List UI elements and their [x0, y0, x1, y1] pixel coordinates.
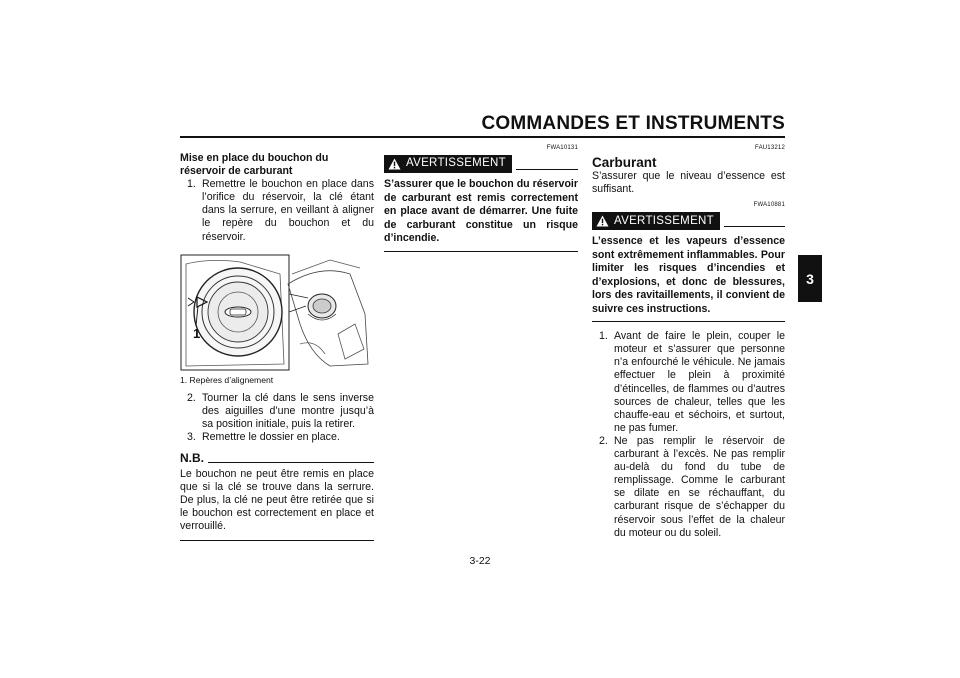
note-block — [180, 452, 374, 540]
note-header — [180, 452, 374, 465]
note-end-rule — [180, 540, 374, 541]
warning-badge — [384, 155, 512, 173]
section-title: Carburant — [592, 155, 657, 170]
warning-end-rule — [592, 321, 785, 322]
step-text: Remettre le dossier en place. — [202, 430, 340, 443]
step-number: 2. — [187, 391, 196, 404]
step-number: 3. — [187, 430, 196, 443]
note-rule — [208, 462, 374, 463]
warning-triangle-icon — [388, 158, 401, 170]
fuel-cap-illustration — [180, 254, 373, 371]
warning-label: AVERTISSEMENT — [406, 157, 506, 170]
step-text: Remettre le bouchon en place dans l’orifice du réservoir, la clé étant dans la serrure, en veillant à aligner le repère du bouchon et du réservoir. — [202, 178, 374, 243]
warning-triangle-icon — [596, 215, 609, 227]
warning-code: FWA10881 — [753, 202, 785, 209]
warning-text: L’essence et les vapeurs d’essence sont extrêmement inflammables. Pour limiter les risques d’incendies et d’explosions, et donc de blessures, lors des ravitaillements, il convient de suivre ces instructions. — [592, 235, 785, 315]
warning-header — [384, 155, 578, 173]
list-item — [180, 392, 374, 431]
section-intro: S’assurer que le niveau d’essence est suffisant. — [592, 170, 785, 196]
warning-rule — [516, 169, 578, 170]
fuel-steps — [592, 330, 785, 540]
fuel-cap-heading: Mise en place du bouchon du réservoir de carburant — [180, 152, 329, 178]
right-column — [592, 145, 785, 540]
warning-rule — [724, 226, 785, 227]
chapter-tab: 3 — [798, 255, 822, 302]
list-item — [180, 178, 374, 243]
list-item — [592, 330, 785, 435]
warning-label: AVERTISSEMENT — [614, 214, 714, 227]
figure-callout: 1 — [193, 325, 201, 341]
install-steps-part1 — [180, 178, 374, 243]
install-steps-part2 — [180, 392, 374, 444]
figure-caption: 1. Repères d’alignement — [180, 374, 274, 385]
page-header-title: COMMANDES ET INSTRUMENTS — [481, 113, 785, 134]
warning-header — [592, 212, 785, 230]
note-text: Le bouchon ne peut être remis en place que si la clé se trouve dans la serrure. De plus, la clé ne peut être retirée que si le bouchon est correctement en place et verrouillé. — [180, 468, 374, 533]
fuel-cap-drawing — [180, 254, 373, 371]
warning-end-rule — [384, 251, 578, 252]
middle-column — [384, 145, 578, 252]
list-item — [592, 435, 785, 540]
step-text: Avant de faire le plein, couper le moteur et s’assurer que personne n’a enfourché le véhicule. Ne jamais effectuer le plein à proximité d’étincelles, de flammes ou d’autres sources de chaleur, telles que les chauffe-eau et séchoirs, et surtout, ne pas fumer. — [614, 330, 785, 434]
step-text: Ne pas remplir le réservoir de carburant à l’excès. Ne pas remplir au-delà du fond du tube de remplissage. Comme le carburant se dilate en se réchauffant, du carburant risque de s’échapper du réservoir sous l’effet de la chaleur du moteur ou du soleil. — [614, 434, 785, 539]
step-number: 2. — [599, 434, 608, 447]
warning-code: FWA10131 — [546, 145, 578, 151]
warning-badge — [592, 212, 720, 230]
list-item — [180, 431, 374, 444]
note-label: N.B. — [180, 451, 204, 466]
page-number: 3-22 — [469, 555, 491, 567]
step-number: 1. — [187, 178, 196, 191]
section-code: FAU13212 — [755, 145, 785, 151]
left-column — [180, 152, 374, 541]
header-rule — [180, 136, 785, 138]
warning-text: S’assurer que le bouchon du réservoir de carburant est remis correctement en place avant de démarrer. Une fuite de carburant constitue un risque d’incendie. — [384, 178, 578, 244]
step-text: Tourner la clé dans le sens inverse des aiguilles d’une montre jusqu’à sa position initiale, puis la retirer. — [202, 391, 374, 430]
step-number: 1. — [599, 330, 608, 343]
